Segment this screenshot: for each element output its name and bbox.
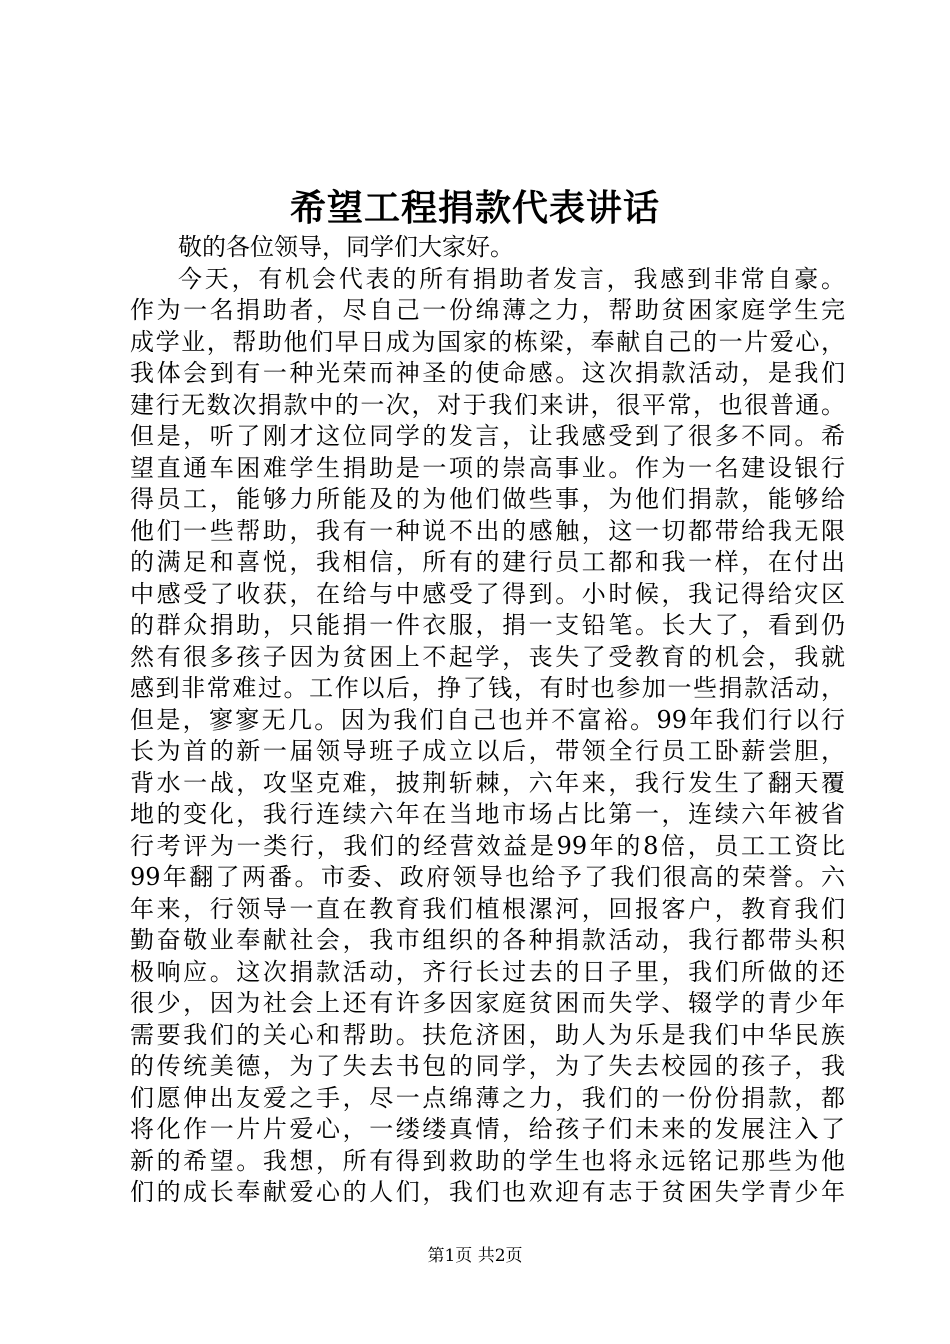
text-line: 长为首的新一届领导班子成立以后，带领全行员工卧薪尝胆， xyxy=(130,737,845,765)
text-line: 敬的各位领导，同学们大家好。 xyxy=(178,233,514,261)
text-line: 建行无数次捐款中的一次，对于我们来讲，很平常，也很普通。 xyxy=(130,390,845,419)
text-line: 作为一名捐助者，尽自己一份绵薄之力，帮助贫困家庭学生完 xyxy=(130,296,845,324)
text-line: 新的希望。我想，所有得到救助的学生也将永远铭记那些为他 xyxy=(130,1146,845,1175)
text-line: 很少，因为社会上还有许多因家庭贫困而失学、辍学的青少年 xyxy=(130,989,845,1017)
text-line: 极响应。这次捐款活动，齐行长过去的日子里，我们所做的还 xyxy=(130,957,845,986)
text-line: 行考评为一类行，我们的经营效益是99年的8倍，员工工资比 xyxy=(130,831,845,860)
text-line: 但是，听了刚才这位同学的发言，让我感受到了很多不同。希 xyxy=(130,422,845,450)
text-line: 年来，行领导一直在教育我们植根漯河，回报客户，教育我们 xyxy=(130,894,845,923)
text-line: 们的成长奉献爱心的人们，我们也欢迎有志于贫困失学青少年 xyxy=(130,1178,845,1206)
text-line: 望直通车困难学生捐助是一项的崇高事业。作为一名建设银行 xyxy=(130,453,845,482)
text-line: 感到非常难过。工作以后，挣了钱，有时也参加一些捐款活动， xyxy=(130,674,845,702)
text-line: 得员工，能够力所能及的为他们做些事，为他们捐款，能够给 xyxy=(130,485,845,513)
text-line: 99年翻了两番。市委、政府领导也给予了我们很高的荣誉。六 xyxy=(130,863,845,891)
text-line: 我体会到有一种光荣而神圣的使命感。这次捐款活动，是我们 xyxy=(130,359,845,387)
text-line: 背水一战，攻坚克难，披荆斩棘，六年来，我行发生了翻天覆 xyxy=(130,768,845,797)
text-line: 然有很多孩子因为贫困上不起学，丧失了受教育的机会，我就 xyxy=(130,642,845,671)
text-line: 今天，有机会代表的所有捐助者发言，我感到非常自豪。 xyxy=(178,264,845,293)
text-line: 地的变化，我行连续六年在当地市场占比第一，连续六年被省 xyxy=(130,800,845,828)
text-line: 他们一些帮助，我有一种说不出的感触，这一切都带给我无限 xyxy=(130,516,845,545)
page-footer: 第1页 共2页 xyxy=(427,1246,523,1266)
text-line: 成学业，帮助他们早日成为国家的栋梁，奉献自己的一片爱心， xyxy=(130,327,845,356)
text-line: 的传统美德，为了失去书包的同学，为了失去校园的孩子，我 xyxy=(130,1052,845,1080)
text-line: 们愿伸出友爱之手，尽一点绵薄之力，我们的一份份捐款，都 xyxy=(130,1083,845,1112)
text-line: 勤奋敬业奉献社会，我市组织的各种捐款活动，我行都带头积 xyxy=(130,926,845,954)
page-title: 希望工程捐款代表讲话 xyxy=(289,187,660,229)
text-line: 的满足和喜悦，我相信，所有的建行员工都和我一样，在付出 xyxy=(130,548,845,576)
text-line: 中感受了收获，在给与中感受了得到。小时候，我记得给灾区 xyxy=(130,579,845,608)
text-line: 但是，寥寥无几。因为我们自己也并不富裕。99年我们行以行 xyxy=(130,705,845,734)
text-line: 的群众捐助，只能捐一件衣服，捐一支铅笔。长大了，看到仍 xyxy=(130,611,845,639)
body-text xyxy=(130,232,845,1209)
text-line: 将化作一片片爱心，一缕缕真情，给孩子们未来的发展注入了 xyxy=(130,1115,845,1143)
text-line: 需要我们的关心和帮助。扶危济困，助人为乐是我们中华民族 xyxy=(130,1020,845,1049)
